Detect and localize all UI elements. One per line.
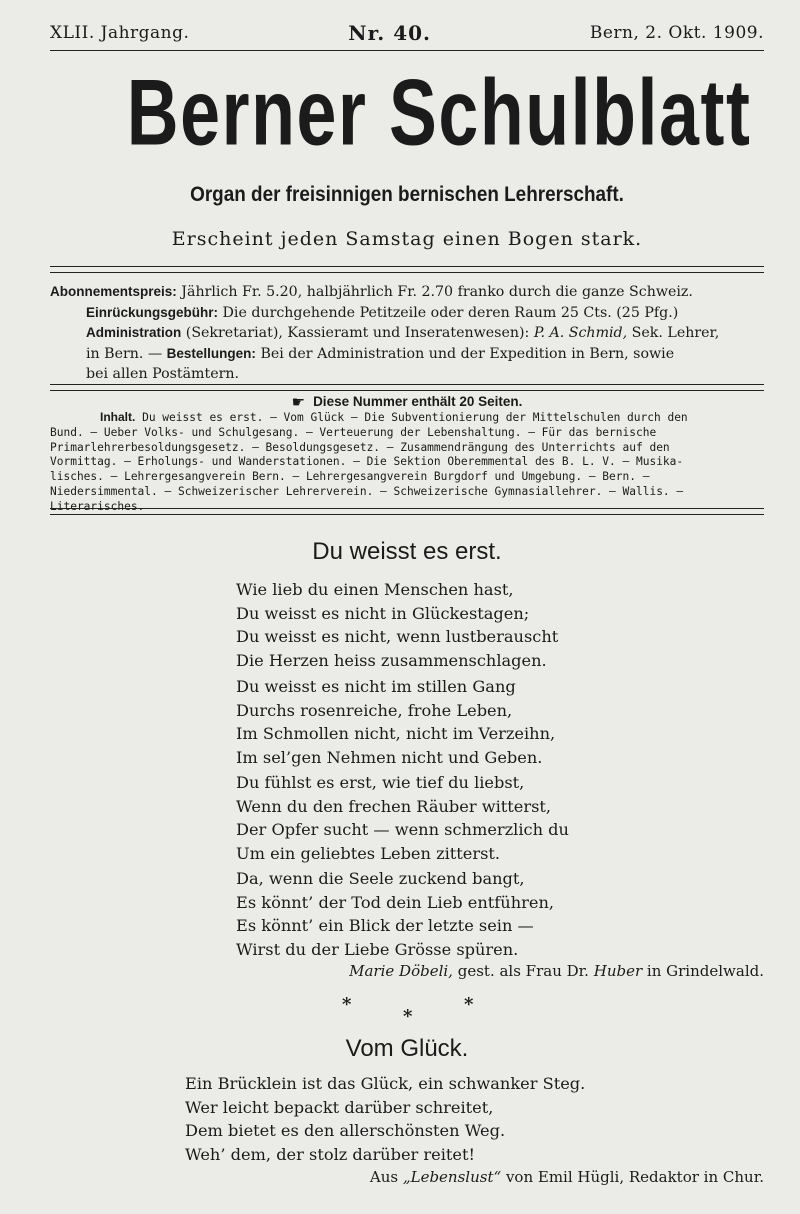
- contents-label: Inhalt.: [100, 410, 136, 424]
- order-text-2: bei allen Postämtern.: [86, 366, 240, 382]
- admin-label: Administration: [86, 325, 182, 340]
- table-of-contents: [50, 410, 764, 515]
- double-rule-bottom: [50, 508, 764, 515]
- ins-label: Einrückungsgebühr:: [86, 304, 219, 320]
- masthead-info-row: [50, 20, 764, 46]
- ins-line: [50, 303, 764, 324]
- double-rule-top: [50, 266, 764, 273]
- poem-line: Du weisst es nicht in Glückestagen;: [236, 603, 530, 623]
- page-count-notice: [50, 393, 764, 411]
- issue-number: Nr. 40.: [348, 21, 431, 45]
- poem-line: Der Opfer sucht — wenn schmerzlich du: [236, 820, 569, 839]
- order-text: Bei der Administration und der Expedition in Bern, sowie: [260, 345, 675, 362]
- order-line-2: [50, 364, 764, 385]
- admin-text-3: in Bern. —: [86, 345, 163, 362]
- poem-title: Vom Glück.: [345, 1035, 469, 1062]
- ins-text: Die durchgehende Petitzeile oder deren Raum 25 Cts. (25 Pfg.): [222, 304, 679, 321]
- contents-line: Primarlehrerbesoldungsgesetz. — Besoldungsgesetz. — Zusammendrängung des Unterrichts auf den: [50, 440, 670, 454]
- author-married-name: Huber: [593, 962, 643, 980]
- newspaper-title: Berner Schulblatt: [126, 60, 752, 166]
- double-rule-mid: [50, 384, 764, 391]
- volume-label: XLII. Jahrgang.: [50, 23, 190, 43]
- contents-line: Bund. — Ueber Volks- und Schulgesang. — Verteuerung der Lebenshaltung. — Für das bernische: [50, 425, 657, 439]
- admin-text-2: Sek. Lehrer,: [631, 325, 720, 341]
- poem-source: [370, 1168, 764, 1186]
- poem-line: Weh’ dem, der stolz darüber reitet!: [185, 1144, 476, 1164]
- author-name: Marie Döbeli,: [349, 962, 453, 980]
- abo-line: [50, 282, 764, 303]
- poem-line: Im sel’gen Nehmen nicht und Geben.: [236, 747, 543, 767]
- poem-line: Dem bietet es den allerschönsten Weg.: [185, 1121, 506, 1140]
- contents-line: Niedersimmental. — Schweizerischer Lehrerverein. — Schweizerische Gymnasiallehrer. — Wallis. —: [50, 484, 684, 498]
- poem-line: Du fühlst es erst, wie tief du liebst,: [236, 773, 525, 792]
- poem-stanza: [236, 771, 569, 865]
- poem-line: Es könnt’ der Tod dein Lieb entführen,: [236, 892, 555, 912]
- admin-name: P. A. Schmid,: [533, 325, 628, 341]
- author-place: in Grindelwald.: [646, 962, 764, 980]
- poem-line: Du weisst es nicht im stillen Gang: [236, 677, 516, 696]
- order-line: [50, 344, 764, 365]
- poem-line: Durchs rosenreiche, frohe Leben,: [236, 700, 513, 720]
- poem-line: Da, wenn die Seele zuckend bangt,: [236, 869, 525, 888]
- poem-line: Wie lieb du einen Menschen hast,: [236, 580, 514, 599]
- poem-stanza: [236, 867, 554, 961]
- star: *: [403, 1006, 413, 1027]
- source-pre: Aus: [369, 1168, 399, 1186]
- abo-text: Jährlich Fr. 5.20, halbjährlich Fr. 2.70 franko durch die ganze Schweiz.: [181, 284, 693, 300]
- place-date: Bern, 2. Okt. 1909.: [589, 23, 764, 43]
- star: *: [464, 994, 474, 1015]
- pointing-hand-icon: ☛: [291, 394, 306, 411]
- poem-line: Um ein geliebtes Leben zitterst.: [236, 843, 501, 863]
- star-divider: [0, 994, 800, 1034]
- poem-stanza: [185, 1072, 585, 1166]
- source-post: von Emil Hügli, Redaktor in Chur.: [505, 1168, 764, 1186]
- poem-line: Es könnt’ ein Blick der letzte sein —: [236, 916, 534, 935]
- poem-line: Die Herzen heiss zusammenschlagen.: [236, 650, 547, 670]
- star: *: [342, 994, 352, 1015]
- poem-line: Wer leicht bepackt darüber schreitet,: [185, 1097, 494, 1117]
- poem-author: [349, 962, 764, 980]
- poem-line: Ein Brücklein ist das Glück, ein schwanker Steg.: [185, 1074, 586, 1093]
- newspaper-subtitle: Organ der freisinnigen bernischen Lehrerschaft.: [190, 183, 624, 206]
- publication-schedule: Erscheint jeden Samstag einen Bogen stark.: [171, 228, 643, 250]
- poem-line: Du weisst es nicht, wenn lustberauscht: [236, 627, 559, 646]
- author-mid: gest. als Frau Dr.: [457, 962, 589, 980]
- contents-line: lisches. — Lehrergesangverein Bern. — Lehrergesangverein Burgdorf und Umgebung. — Bern. —: [50, 470, 650, 484]
- order-label: Bestellungen:: [166, 345, 256, 361]
- poem-line: Wenn du den frechen Räuber witterst,: [236, 796, 552, 816]
- admin-line: [50, 323, 764, 344]
- header-rule: [50, 50, 764, 51]
- poem-title: Du weisst es erst.: [312, 538, 502, 565]
- contents-line: Vormittag. — Erholungs- und Wanderstationen. — Die Sektion Oberemmental des B. L. V. — Musika-: [50, 455, 684, 469]
- contents-line: Literarisches.: [50, 499, 145, 513]
- contents-line: [50, 410, 764, 426]
- source-title: „Lebenslust“: [402, 1168, 502, 1186]
- abo-label: Abonnementspreis:: [50, 284, 177, 299]
- poem-line: Im Schmollen nicht, nicht im Verzeihn,: [236, 724, 556, 743]
- poem-line: Wirst du der Liebe Grösse spüren.: [236, 939, 519, 959]
- poem-stanza: [236, 675, 555, 769]
- poem-stanza: [236, 578, 558, 672]
- subscription-info: [50, 282, 764, 385]
- admin-text: (Sekretariat), Kassieramt und Inseratenwesen):: [185, 325, 530, 341]
- contents-text: Du weisst es erst. — Vom Glück — Die Subventionierung der Mittelschulen durch den: [142, 411, 688, 424]
- notice-text: Diese Nummer enthält 20 Seiten.: [313, 394, 523, 409]
